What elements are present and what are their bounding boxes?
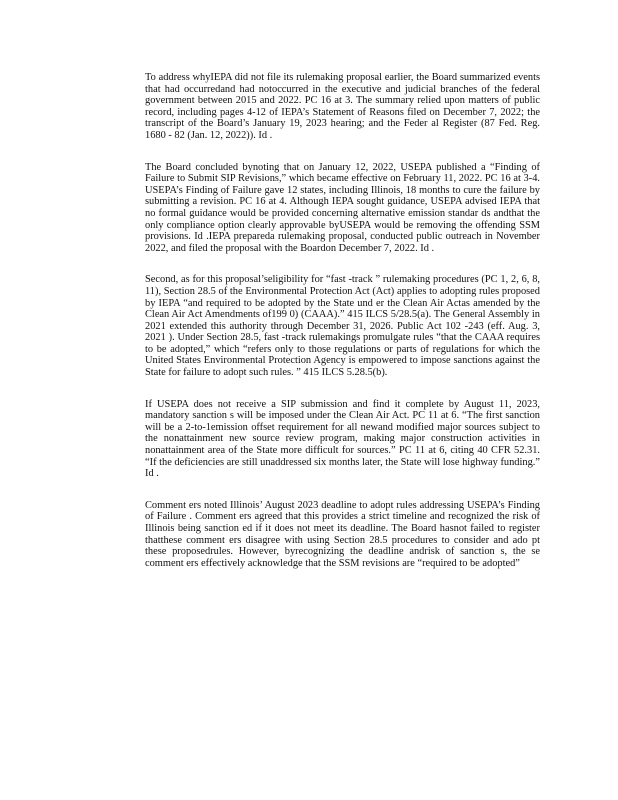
- paragraph-5: Comment ers noted Illinois’ August 2023 deadline to adopt rules addressing USEPA’s Finding of Failure . Comment ers agreed that this provides a strict timeline and recognized the risk of Illinois being sanction ed if it does not meet its deadline. The Board hasnot failed to register thatthese comment ers disagree with using Section 28.5 procedures to consider and ado pt these proposedrules. However, byrecognizing the deadline andrisk of sanction s, the se comment ers effectively acknowledge that the SSM revisions are “required to be adopted”: [145, 499, 540, 569]
- body-text: [145, 72, 540, 589]
- paragraph-2: The Board concluded bynoting that on January 12, 2022, USEPA published a “Finding of Failure to Submit SIP Revisions,” which became effective on February 11, 2022. PC 16 at 3-4. USEPA’s Finding of Failure gave 12 states, including Illinois, 18 months to cure the failure by submitting a revision. PC 16 at 4. Although IEPA sought guidance, USEPA advised IEPA that no formal guidance would be provided concerning alternative emission standar ds andthat the only compliance option clearly approvable byUSEPA would be removing the offending SSM provisions. Id .IEPA prepareda rulemaking proposal, conducted public outreach in November 2022, and filed the proposal with the Boardon December 7, 2022. Id .: [145, 161, 540, 254]
- paragraph-1: To address whyIEPA did not file its rulemaking proposal earlier, the Board summarized events that had occurredand had notoccurred in the executive and judicial branches of the federal government between 2015 and 2022. PC 16 at 3. The summary relied upon matters of public record, including pages 4-12 of IEPA’s Statement of Reasons filed on December 7, 2022; the transcript of the Board’s January 19, 2023 hearing; and the Feder al Register (87 Fed. Reg. 1680 - 82 (Jan. 12, 2022)). Id .: [145, 72, 540, 141]
- paragraph-4: If USEPA does not receive a SIP submission and find it complete by August 11, 2023, mandatory sanction s will be imposed under the Clean Air Act. PC 11 at 6. “The first sanction will be a 2-to-1emission offset requirement for all newand modified major sources subject to the nonattainment new source review program, making major construction activities in nonattainment area of the State more difficult for sources.” PC 11 at 6, citing 40 CFR 52.31. “If the deficiencies are still unaddressed six months later, the State will lose highway funding.” Id .: [145, 398, 540, 480]
- paragraph-3: Second, as for this proposal’seligibility for “fast -track ” rulemaking procedures (PC 1, 2, 6, 8, 11), Section 28.5 of the Environmental Protection Act (Act) applies to adopting rules proposed by IEPA “and required to be adopted by the State und er the Clean Air Actas amended by the Clean Air Act Amendments of199 0) (CAAA).” 415 ILCS 5/28.5(a). The General Assembly in 2021 extended this authority through December 31, 2026. Public Act 102 -243 (eff. Aug. 3, 2021 ). Under Section 28.5, fast -track rulemakings promulgate rules “that the CAAA requires to be adopted,” which “refers only to those regulations or parts of regulations for which the United States Environmental Protection Agency is empowered to impose sanctions against the State for failure to adopt such rules. ” 415 ILCS 5.28.5(b).: [145, 274, 540, 379]
